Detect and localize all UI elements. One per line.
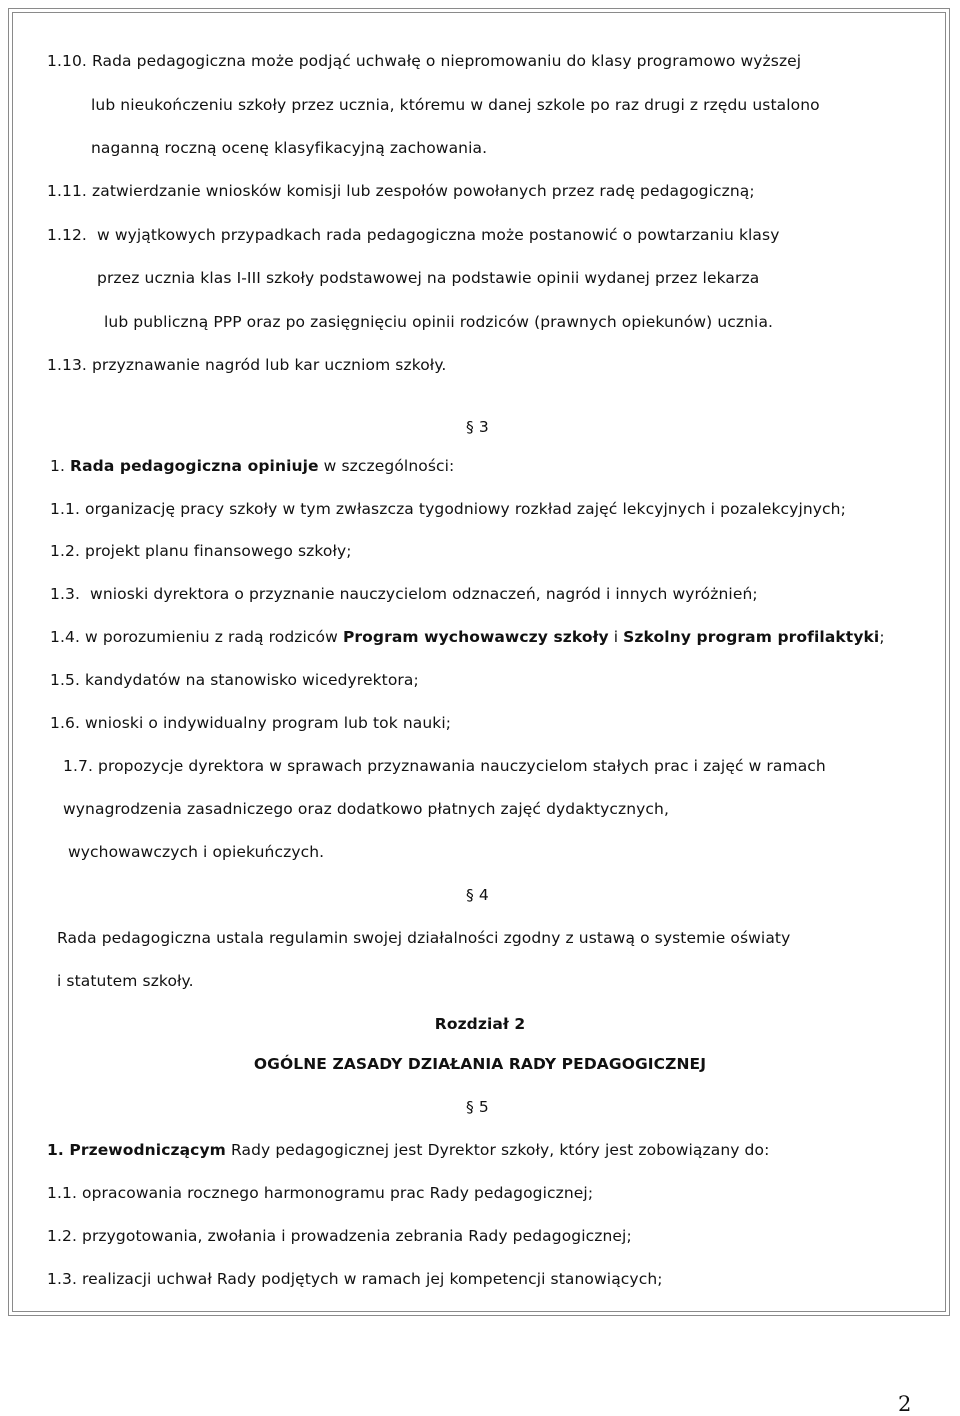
- item-number: 1.10.: [47, 52, 87, 70]
- page-number: 2: [898, 1392, 912, 1416]
- item-number: 1.2.: [50, 542, 80, 560]
- item-text: realizacji uchwał Rady podjętych w ramach jej kompetencji stanowiących;: [82, 1270, 663, 1288]
- item-text: zatwierdzanie wniosków komisji lub zespołów powołanych przez radę pedagogiczną;: [91, 182, 755, 200]
- item-number: 1.11.: [47, 182, 87, 200]
- item-text: wynagrodzenia zasadniczego oraz dodatkowo płatnych zajęć dydaktycznych,: [63, 800, 669, 818]
- item-1-11: [47, 181, 755, 201]
- item-text: w porozumieniu z radą rodziców: [85, 628, 343, 646]
- item-1-5: [50, 670, 419, 690]
- program-wychowawczy: Program wychowawczy szkoły: [342, 628, 609, 646]
- item-1-3: [50, 584, 758, 604]
- item-1-6: [50, 713, 451, 733]
- item-number: 1.12.: [47, 226, 87, 244]
- item-1-7-cont: [63, 799, 669, 819]
- section-heading-4: § 4: [466, 886, 489, 904]
- section-heading-3: § 3: [466, 418, 489, 436]
- item-number: 1.1.: [50, 500, 80, 518]
- item-text: przyznawanie nagród lub kar uczniom szkoły.: [91, 356, 447, 374]
- item-text: Rada pedagogiczna może podjąć uchwałę o niepromowaniu do klasy programowo wyższej: [91, 52, 802, 70]
- item-text: w wyjątkowych przypadkach rada pedagogiczna może postanowić o powtarzaniu klasy: [97, 226, 780, 244]
- item-1-10-cont: [91, 95, 820, 115]
- item-1-7-cont: [68, 842, 324, 862]
- intro-rest: w szczególności:: [318, 457, 455, 475]
- item-text: lub publiczną PPP oraz po zasięgnięciu opinii rodziców (prawnych opiekunów) ucznia.: [104, 313, 774, 331]
- item-number: 1.7.: [63, 757, 93, 775]
- intro-bold: 1. Przewodniczącym: [47, 1141, 226, 1159]
- item-1-13: [47, 355, 446, 375]
- item-number: 1.2.: [47, 1227, 77, 1245]
- item-number: 1.1.: [47, 1184, 77, 1202]
- section-heading-5: § 5: [466, 1098, 489, 1116]
- item-text: opracowania rocznego harmonogramu prac Rady pedagogicznej;: [82, 1184, 594, 1202]
- item-1-3: [47, 1269, 663, 1289]
- item-text: organizację pracy szkoły w tym zwłaszcza tygodniowy rozkład zajęć lekcyjnych i pozalekcyjnych;: [85, 500, 846, 518]
- punctuation: ;: [879, 628, 885, 646]
- item-1-12-cont: [104, 312, 773, 332]
- item-1-10: [47, 51, 801, 71]
- intro-number: 1.: [50, 457, 65, 475]
- item-1-2: [50, 541, 352, 561]
- item-1-4: [50, 627, 885, 647]
- section-4-text: i statutem szkoły.: [57, 972, 194, 990]
- item-1-12-cont: [97, 268, 759, 288]
- item-1-1: [47, 1183, 593, 1203]
- item-text: kandydatów na stanowisko wicedyrektora;: [85, 671, 419, 689]
- item-text: propozycje dyrektora w sprawach przyznawania nauczycielom stałych prac i zajęć w ramach: [98, 757, 826, 775]
- item-1-12: [47, 225, 779, 245]
- item-number: 1.6.: [50, 714, 80, 732]
- section-4-text: Rada pedagogiczna ustala regulamin swojej działalności zgodny z ustawą o systemie oświaty: [57, 929, 791, 947]
- item-1-1: [50, 499, 846, 519]
- program-profilaktyki: Szkolny program profilaktyki: [623, 628, 880, 646]
- item-number: 1.5.: [50, 671, 80, 689]
- item-1-2: [47, 1226, 632, 1246]
- item-number: 1.4.: [50, 628, 80, 646]
- item-number: 1.13.: [47, 356, 87, 374]
- item-text: przygotowania, zwołania i prowadzenia zebrania Rady pedagogicznej;: [82, 1227, 632, 1245]
- item-text: przez ucznia klas I-III szkoły podstawowej na podstawie opinii wydanej przez lekarza: [97, 269, 760, 287]
- item-text: wychowawczych i opiekuńczych.: [68, 843, 325, 861]
- intro-bold: Rada pedagogiczna opiniuje: [70, 457, 319, 475]
- section-3-intro: [50, 456, 454, 476]
- item-1-7: [63, 756, 826, 776]
- item-number: 1.3.: [47, 1270, 77, 1288]
- item-text: naganną roczną ocenę klasyfikacyjną zachowania.: [91, 139, 488, 157]
- conjunction: i: [608, 628, 624, 646]
- item-number: 1.3.: [50, 585, 80, 603]
- item-1-10-cont: [91, 138, 487, 158]
- chapter-subtitle: OGÓLNE ZASADY DZIAŁANIA RADY PEDAGOGICZNEJ: [253, 1055, 707, 1073]
- page-border-inner: [12, 12, 946, 1312]
- item-text: lub nieukończeniu szkoły przez ucznia, któremu w danej szkole po raz drugi z rzędu ustalono: [91, 96, 820, 114]
- section-5-intro: [47, 1140, 769, 1160]
- item-text: wnioski o indywidualny program lub tok nauki;: [85, 714, 452, 732]
- intro-rest: Rady pedagogicznej jest Dyrektor szkoły, który jest zobowiązany do:: [225, 1141, 770, 1159]
- item-text: wnioski dyrektora o przyznanie nauczycielom odznaczeń, nagród i innych wyróżnień;: [90, 585, 758, 603]
- chapter-title: Rozdział 2: [434, 1015, 526, 1033]
- item-text: projekt planu finansowego szkoły;: [85, 542, 352, 560]
